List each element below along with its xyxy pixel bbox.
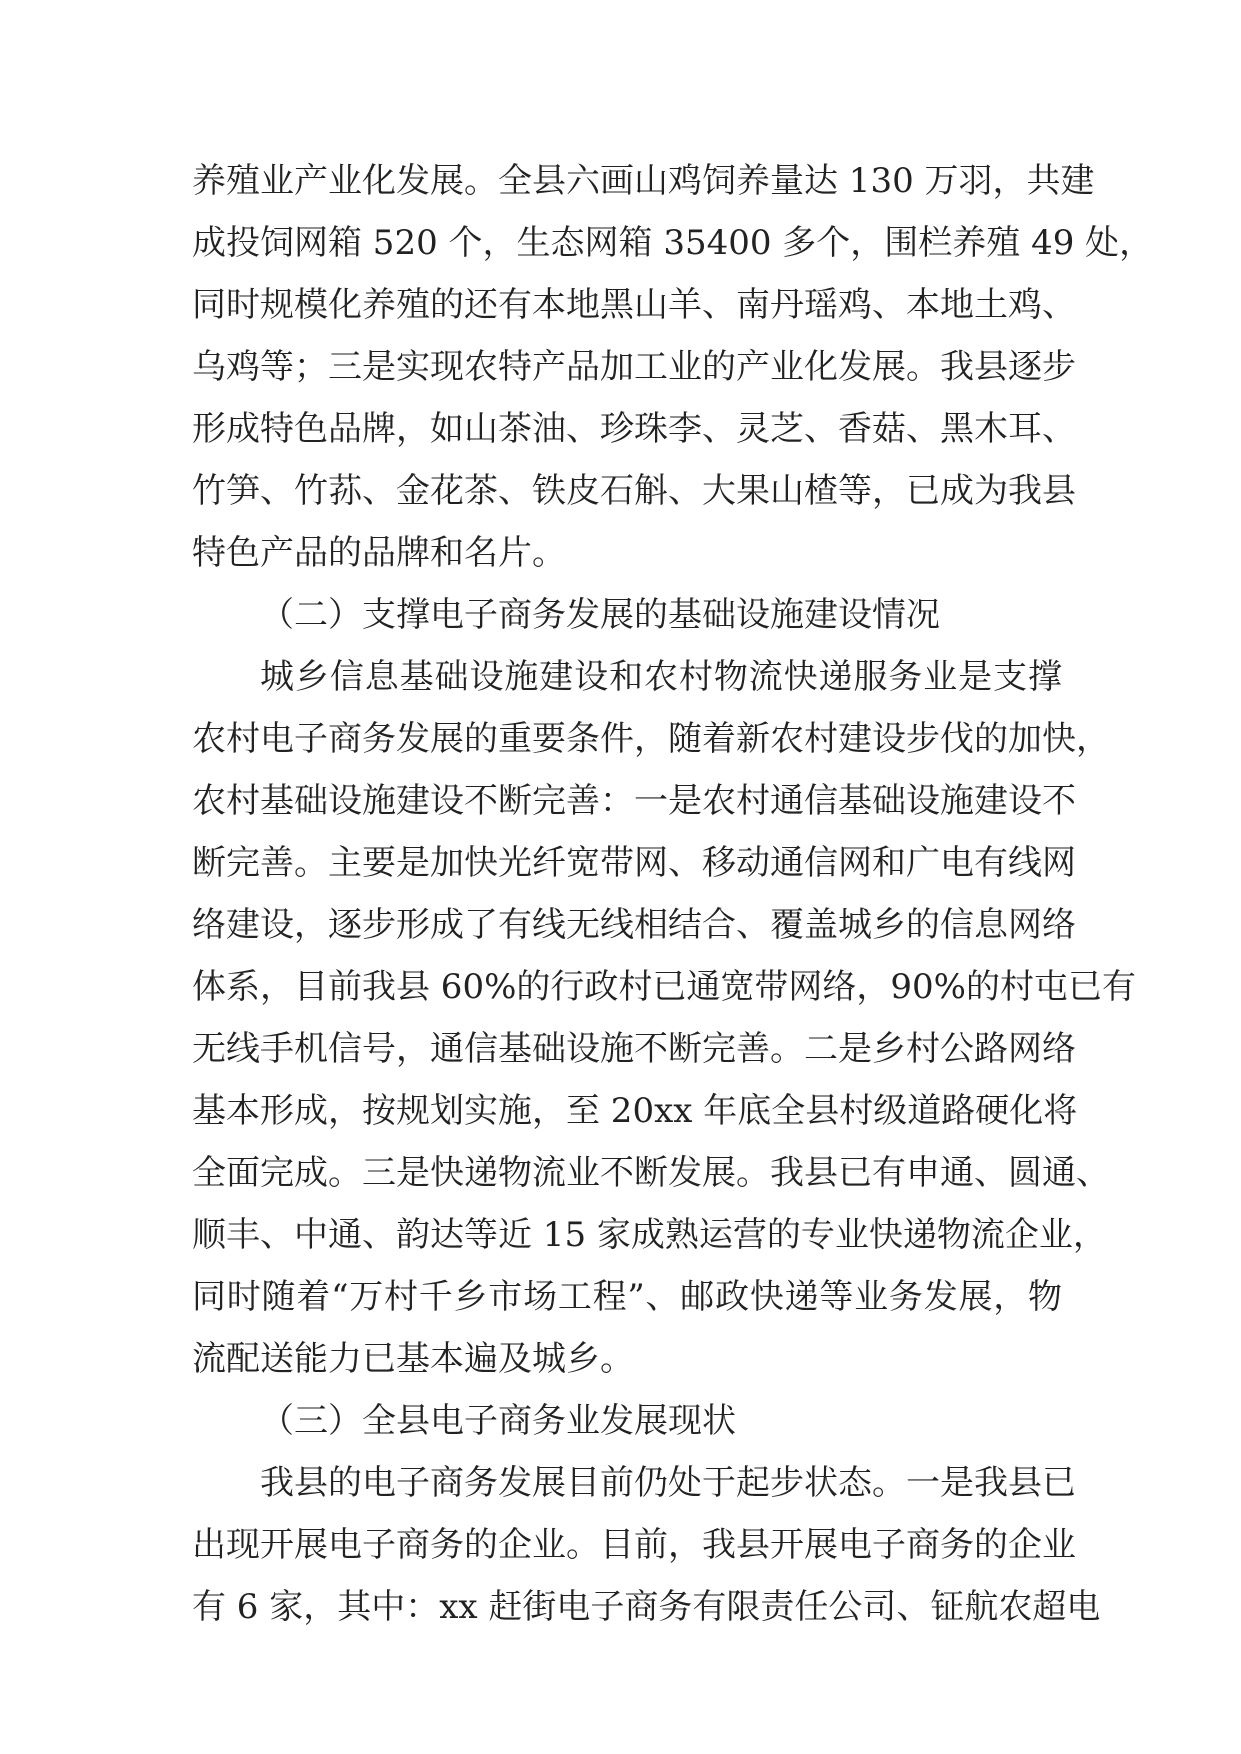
body-line: 城乡信息基础设施建设和农村物流快递服务业是支撑 [260, 657, 1062, 697]
body-line: 络建设，逐步形成了有线无线相结合、覆盖城乡的信息网络 [192, 905, 1076, 945]
body-line: 流配送能力已基本遍及城乡。 [192, 1339, 634, 1379]
body-line: 全面完成。三是快递物流业不断发展。我县已有申通、圆通、 [192, 1153, 1110, 1193]
body-line: 特色产品的品牌和名片。 [192, 533, 566, 573]
section-heading: （二）支撑电子商务发展的基础设施建设情况 [260, 595, 940, 635]
body-line: 养殖业产业化发展。全县六画山鸡饲养量达 130 万羽，共建 [192, 161, 1095, 201]
body-line: 基本形成，按规划实施，至 20xx 年底全县村级道路硬化将 [192, 1091, 1078, 1131]
body-line: 同时随着“万村千乡市场工程”、邮政快递等业务发展，物 [192, 1277, 1062, 1317]
body-line: 形成特色品牌，如山茶油、珍珠李、灵芝、香菇、黑木耳、 [192, 409, 1076, 449]
body-line: 出现开展电子商务的企业。目前，我县开展电子商务的企业 [192, 1525, 1076, 1565]
section-heading: （三）全县电子商务业发展现状 [260, 1401, 736, 1441]
body-line: 农村基础设施建设不断完善：一是农村通信基础设施建设不 [192, 781, 1076, 821]
body-line: 顺丰、中通、韵达等近 15 家成熟运营的专业快递物流企业， [192, 1215, 1107, 1255]
document-body [192, 150, 1154, 1638]
body-line: 体系，目前我县 60%的行政村已通宽带网络，90%的村屯已有 [192, 967, 1136, 1007]
body-line: 我县的电子商务发展目前仍处于起步状态。一是我县已 [260, 1463, 1076, 1503]
body-line: 乌鸡等；三是实现农特产品加工业的产业化发展。我县逐步 [192, 347, 1076, 387]
body-line: 无线手机信号，通信基础设施不断完善。二是乡村公路网络 [192, 1029, 1076, 1069]
body-line: 同时规模化养殖的还有本地黑山羊、南丹瑶鸡、本地土鸡、 [192, 285, 1076, 325]
body-line: 有 6 家，其中：xx 赶街电子商务有限责任公司、钲航农超电 [192, 1587, 1101, 1627]
body-line: 断完善。主要是加快光纤宽带网、移动通信网和广电有线网 [192, 843, 1076, 883]
body-line: 成投饲网箱 520 个，生态网箱 35400 多个，围栏养殖 49 处， [192, 223, 1154, 263]
body-line: 竹笋、竹荪、金花茶、铁皮石斛、大果山楂等，已成为我县 [192, 471, 1076, 511]
body-line: 农村电子商务发展的重要条件，随着新农村建设步伐的加快， [192, 719, 1110, 759]
